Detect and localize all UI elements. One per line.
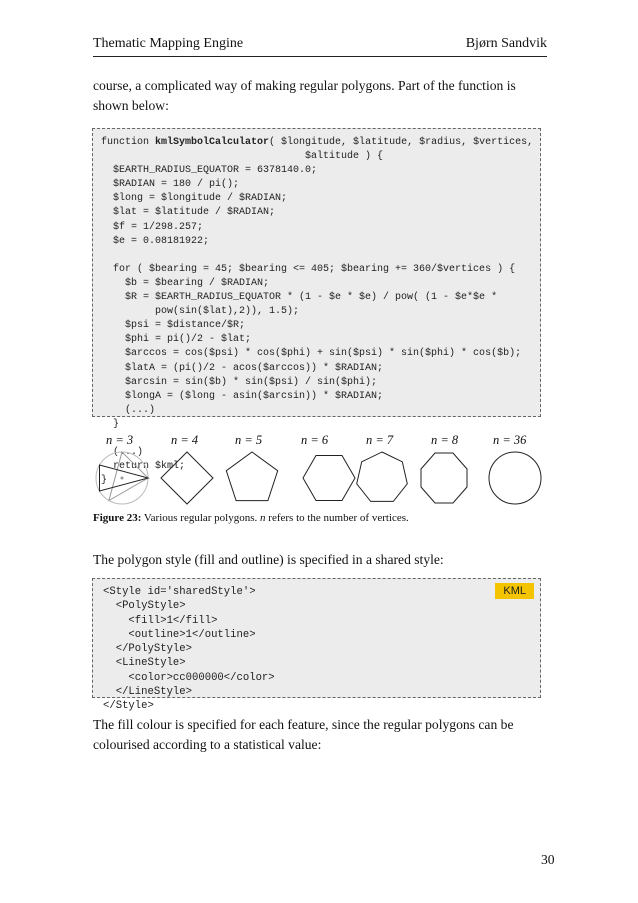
label-n7: n = 7: [366, 433, 394, 447]
polygon-n36: [489, 452, 541, 504]
polygon-figure-svg: [93, 432, 545, 510]
polygon-n7: [357, 452, 408, 501]
header-title: Thematic Mapping Engine: [93, 36, 244, 51]
polygon-n5: [226, 452, 277, 501]
label-n8: n = 8: [431, 433, 459, 447]
polygon-n8: [421, 453, 467, 503]
polygon-n4: [161, 452, 213, 504]
label-n5: n = 5: [235, 433, 263, 447]
polygon-n6: [303, 456, 355, 501]
page-number: 30: [541, 852, 555, 867]
figure-caption: [93, 512, 409, 524]
label-n36: n = 36: [493, 433, 527, 447]
caption-label: Figure 23:: [93, 512, 142, 524]
code-keyword: function: [101, 137, 156, 148]
label-n6: n = 6: [301, 433, 329, 447]
label-n4: n = 4: [171, 433, 199, 447]
code-signature: ( $longitude, $latitude, $radius, $vertices, $altitude ) {: [269, 137, 534, 163]
caption-variable: n: [260, 512, 266, 524]
kml-code: <Style id='sharedStyle'> <PolyStyle> <fill>1</fill> <outline>1</outline> </PolyStyle> <LineStyle> <color>cc000000</color> </LineStyle> </Style>: [103, 586, 275, 713]
polygon-figure: [93, 432, 545, 510]
style-paragraph: The polygon style (fill and outline) is specified in a shared style:: [93, 552, 444, 567]
intro-paragraph: course, a complicated way of making regular polygons. Part of the function is shown below:: [93, 78, 516, 113]
fill-paragraph: The fill colour is specified for each feature, since the regular polygons can be colourised according to a statistical value:: [93, 717, 514, 752]
header-rule: [93, 56, 547, 57]
polygon-n3: [100, 465, 149, 491]
header-author: Bjørn Sandvik: [465, 36, 547, 51]
kml-badge: KML: [495, 583, 534, 599]
caption-pre: Various regular polygons.: [141, 512, 261, 524]
code-body: $EARTH_RADIUS_EQUATOR = 6378140.0; $RADIAN = 180 / pi(); $long = $longitude / $RADIAN; $lat = $latitude / $RADIAN; $f = 1/298.257; $e = 0.08181922; for ( $bearing = 45; $bearing <= 405; $bearing += 360/$vertices ) { $b = $bearing / $RADIAN; $R = $EARTH_RADIUS_EQUATOR * (1 - $e * $e) / pow( (1 - $e*$e * pow(sin($lat),2)), 1.5); $psi = $distance/$R; $phi = pi()/2 - $lat; $arccos = cos($psi) * cos($phi) + sin($psi) * sin($phi) * cos($b); $latA = (pi()/2 - acos($arccos)) * $RADIAN; $arcsin = sin($b) * sin($psi) / sin($phi); $longA = ($long - asin($arcsin)) * $RADIAN; (...) } (...) return $kml; }: [101, 165, 522, 487]
polygon-n3-center: [121, 477, 124, 480]
label-n3: n = 3: [106, 433, 134, 447]
caption-post: refers to the number of vertices.: [265, 512, 409, 524]
code-function-name: kmlSymbolCalculator: [155, 137, 270, 148]
kml-code-block: [92, 578, 541, 713]
